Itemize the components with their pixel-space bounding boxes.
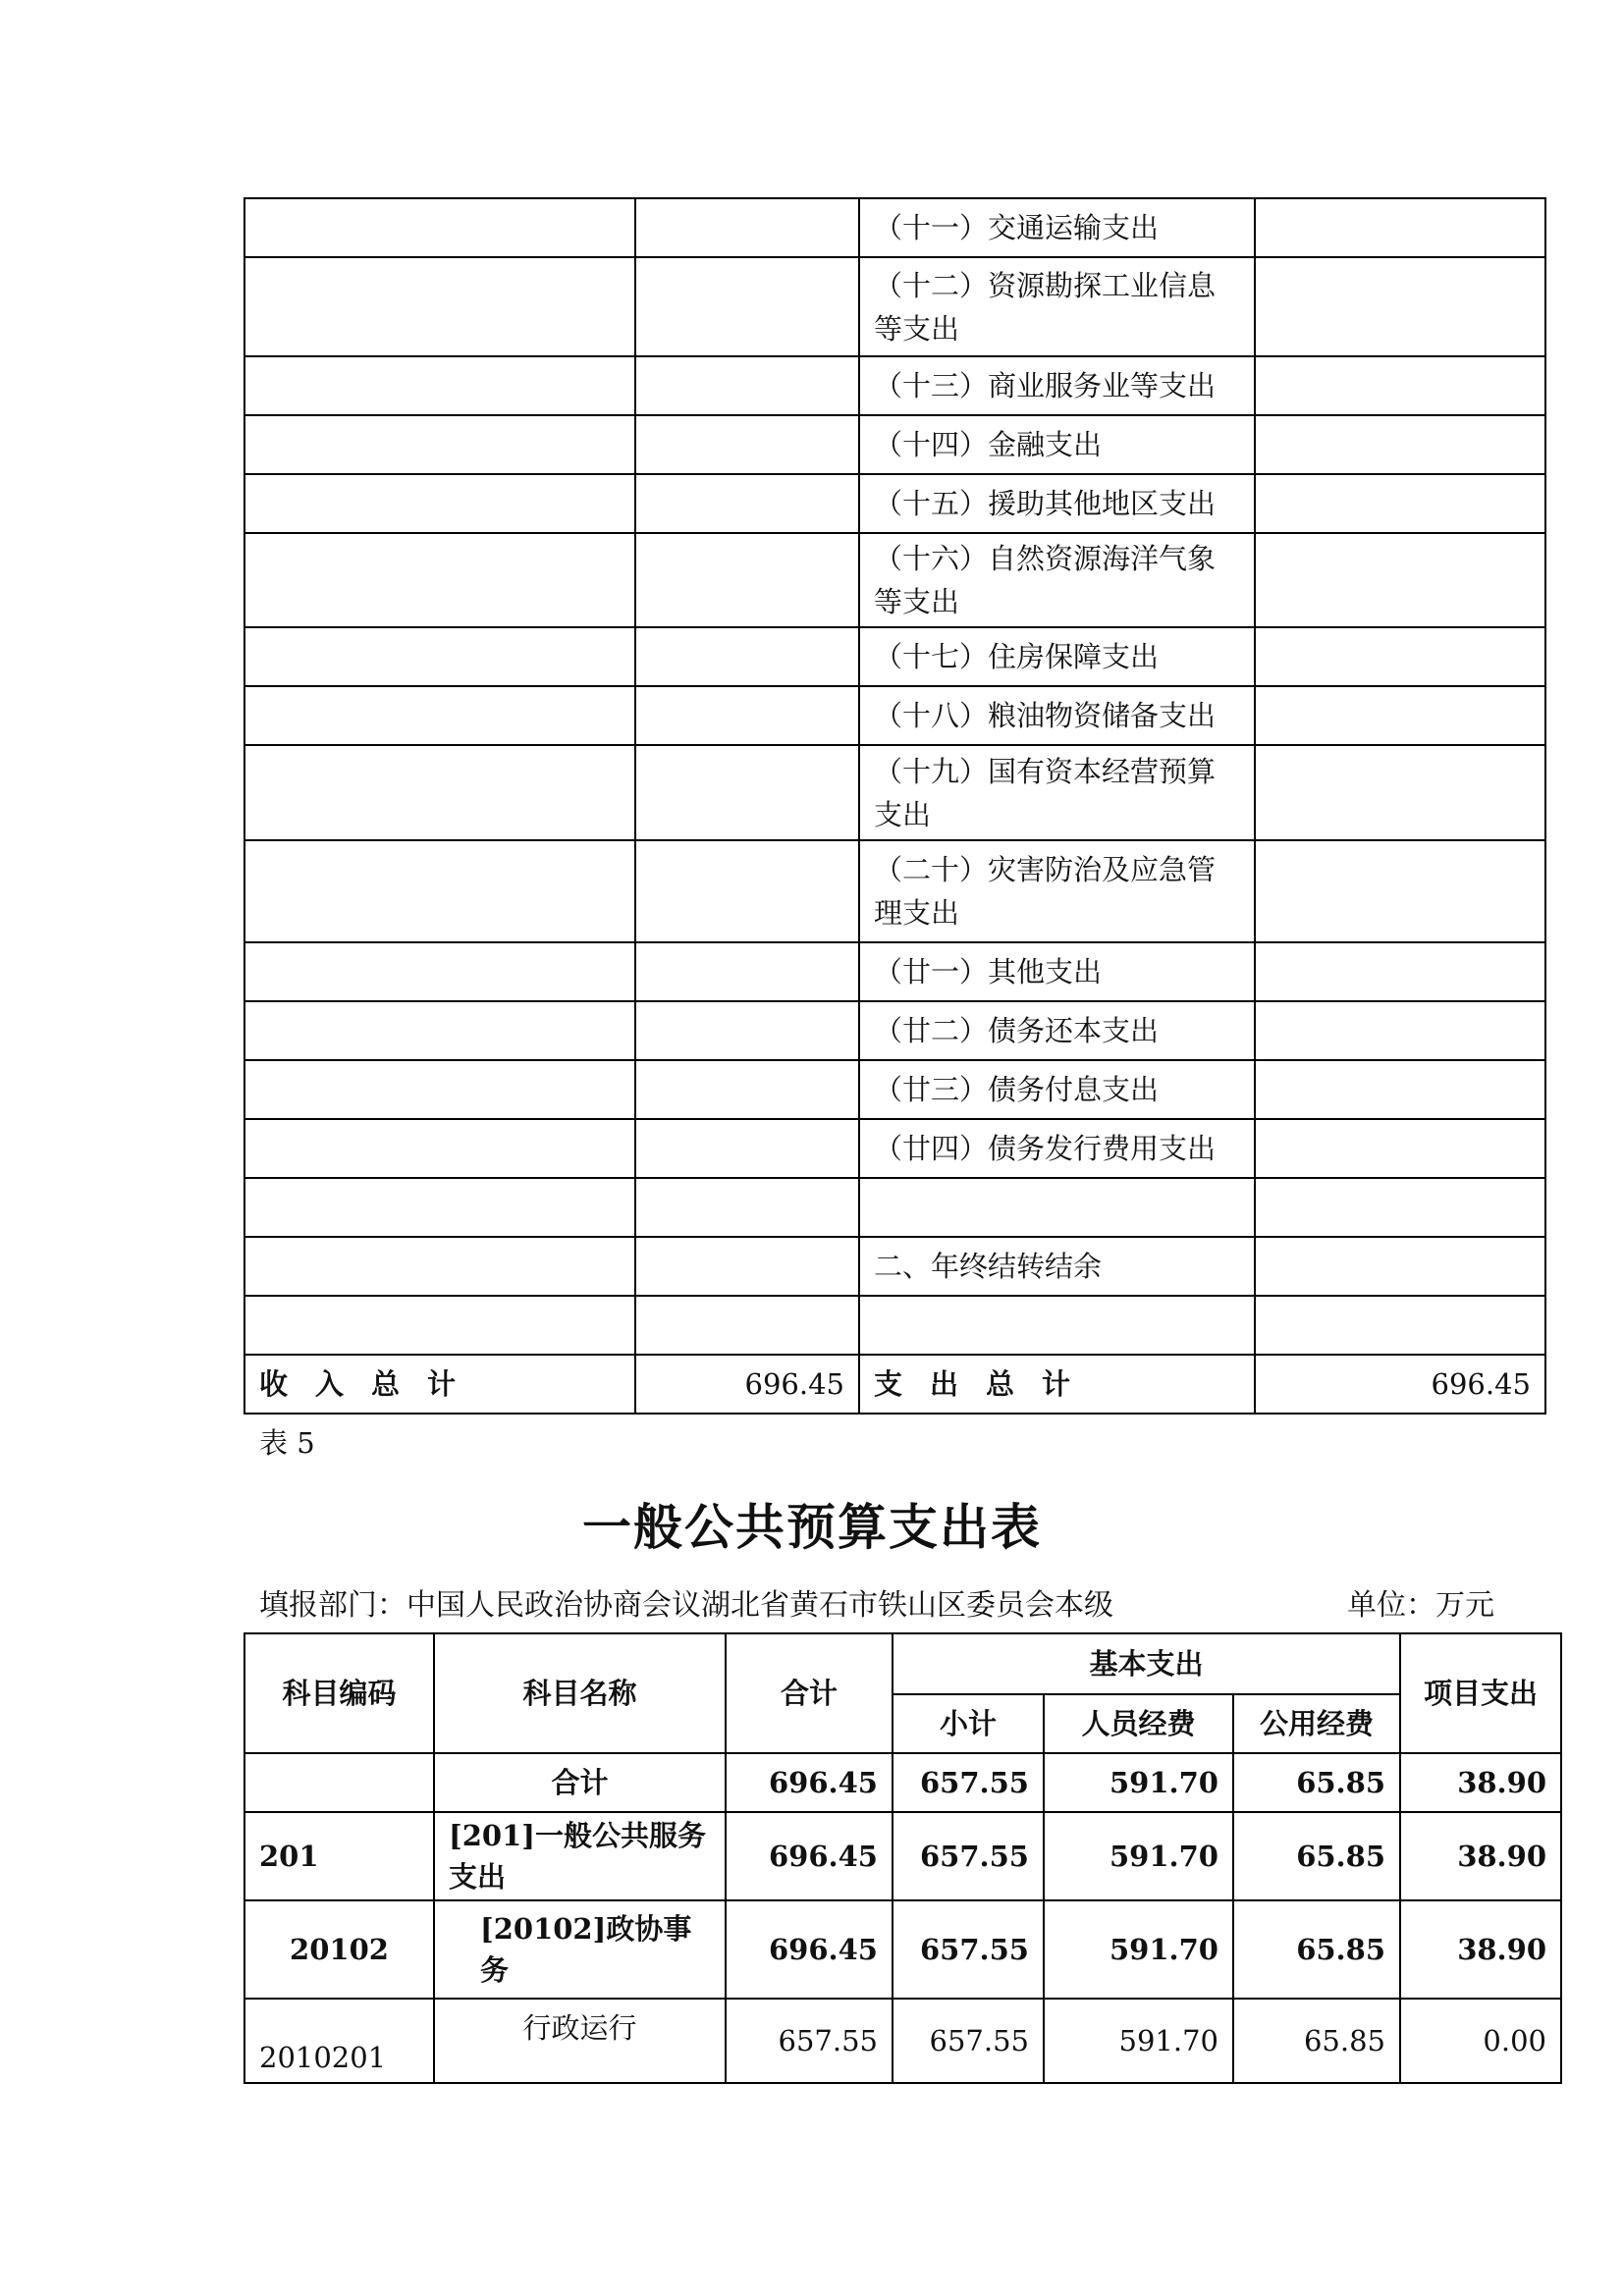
row-public: 65.85 xyxy=(1233,1999,1400,2083)
header-public: 公用经费 xyxy=(1233,1694,1400,1753)
row-name: 合计 xyxy=(434,1753,726,1812)
row-name: [20102]政协事务 xyxy=(434,1900,726,1999)
header-code: 科目编码 xyxy=(244,1633,434,1753)
table-row xyxy=(244,356,1545,415)
table-row xyxy=(244,686,1545,745)
expense-item: （廿二）债务还本支出 xyxy=(859,1001,1255,1060)
expense-item: （十四）金融支出 xyxy=(859,415,1255,474)
row-personnel: 591.70 xyxy=(1044,1900,1233,1999)
expense-item: （十一）交通运输支出 xyxy=(859,198,1255,257)
row-subtotal: 657.55 xyxy=(893,1812,1044,1900)
row-code: 20102 xyxy=(244,1900,434,1999)
row-project: 0.00 xyxy=(1400,1999,1561,2083)
expense-item: （十六）自然资源海洋气象等支出 xyxy=(859,533,1255,627)
total-row xyxy=(244,1355,1545,1414)
table-row xyxy=(244,1812,1561,1900)
table-row xyxy=(244,627,1545,686)
expense-total-value: 696.45 xyxy=(1255,1355,1545,1414)
table-row xyxy=(244,1296,1545,1355)
table-row xyxy=(244,1999,1561,2083)
table-row xyxy=(244,1001,1545,1060)
table-row xyxy=(244,942,1545,1001)
expense-item: （十九）国有资本经营预算支出 xyxy=(859,745,1255,840)
table-row xyxy=(244,1178,1545,1237)
row-project: 38.90 xyxy=(1400,1812,1561,1900)
expense-item: （十五）援助其他地区支出 xyxy=(859,474,1255,533)
header-total: 合计 xyxy=(726,1633,893,1753)
row-code: 2010201 xyxy=(244,1999,434,2083)
header-row xyxy=(244,1633,1561,1694)
row-name: [201]一般公共服务支出 xyxy=(434,1812,726,1900)
table-caption: 表 5 xyxy=(259,1426,315,1460)
expense-item: （二十）灾害防治及应急管理支出 xyxy=(859,840,1255,942)
header-basic: 基本支出 xyxy=(893,1633,1400,1694)
row-subtotal: 657.55 xyxy=(893,1753,1044,1812)
table-row xyxy=(244,198,1545,257)
row-personnel: 591.70 xyxy=(1044,1999,1233,2083)
table-row xyxy=(244,1753,1561,1812)
row-subtotal: 657.55 xyxy=(893,1900,1044,1999)
row-total: 657.55 xyxy=(726,1999,893,2083)
expense-item: （十八）粮油物资储备支出 xyxy=(859,686,1255,745)
header-subtotal: 小计 xyxy=(893,1694,1044,1753)
income-expense-table xyxy=(244,197,1546,1415)
expense-item: （十二）资源勘探工业信息等支出 xyxy=(859,257,1255,356)
row-project: 38.90 xyxy=(1400,1753,1561,1812)
page-title: 一般公共预算支出表 xyxy=(582,1498,1042,1556)
table-row xyxy=(244,1900,1561,1999)
expense-item xyxy=(859,1178,1255,1237)
expense-item: （廿一）其他支出 xyxy=(859,942,1255,1001)
income-total-value: 696.45 xyxy=(635,1355,859,1414)
row-subtotal: 657.55 xyxy=(893,1999,1044,2083)
income-total-label: 收入总计 xyxy=(259,1367,484,1401)
header-personnel: 人员经费 xyxy=(1044,1694,1233,1753)
expense-item: （廿三）债务付息支出 xyxy=(859,1060,1255,1119)
unit-line: 单位：万元 xyxy=(1347,1588,1494,1623)
general-budget-expense-table xyxy=(244,1632,1562,2084)
table-row xyxy=(244,840,1545,942)
table-row xyxy=(244,1119,1545,1178)
table-row xyxy=(244,1237,1545,1296)
row-public: 65.85 xyxy=(1233,1900,1400,1999)
header-name: 科目名称 xyxy=(434,1633,726,1753)
expense-item xyxy=(859,1296,1255,1355)
row-total: 696.45 xyxy=(726,1812,893,1900)
table-row xyxy=(244,415,1545,474)
row-code: 201 xyxy=(244,1812,434,1900)
row-personnel: 591.70 xyxy=(1044,1753,1233,1812)
row-public: 65.85 xyxy=(1233,1753,1400,1812)
row-name: 行政运行 xyxy=(434,1999,726,2083)
table-row xyxy=(244,1060,1545,1119)
table-row xyxy=(244,257,1545,356)
expense-item: （廿四）债务发行费用支出 xyxy=(859,1119,1255,1178)
row-total: 696.45 xyxy=(726,1753,893,1812)
row-project: 38.90 xyxy=(1400,1900,1561,1999)
department-line: 填报部门：中国人民政治协商会议湖北省黄石市铁山区委员会本级 xyxy=(259,1588,1113,1623)
table-row xyxy=(244,474,1545,533)
table-row xyxy=(244,533,1545,627)
row-personnel: 591.70 xyxy=(1044,1812,1233,1900)
table-row xyxy=(244,745,1545,840)
expense-item: （十七）住房保障支出 xyxy=(859,627,1255,686)
row-total: 696.45 xyxy=(726,1900,893,1999)
expense-item: 二、年终结转结余 xyxy=(859,1237,1255,1296)
header-project: 项目支出 xyxy=(1400,1633,1561,1753)
expense-item: （十三）商业服务业等支出 xyxy=(859,356,1255,415)
expense-total-label: 支出总计 xyxy=(874,1367,1099,1401)
row-code xyxy=(244,1753,434,1812)
row-public: 65.85 xyxy=(1233,1812,1400,1900)
